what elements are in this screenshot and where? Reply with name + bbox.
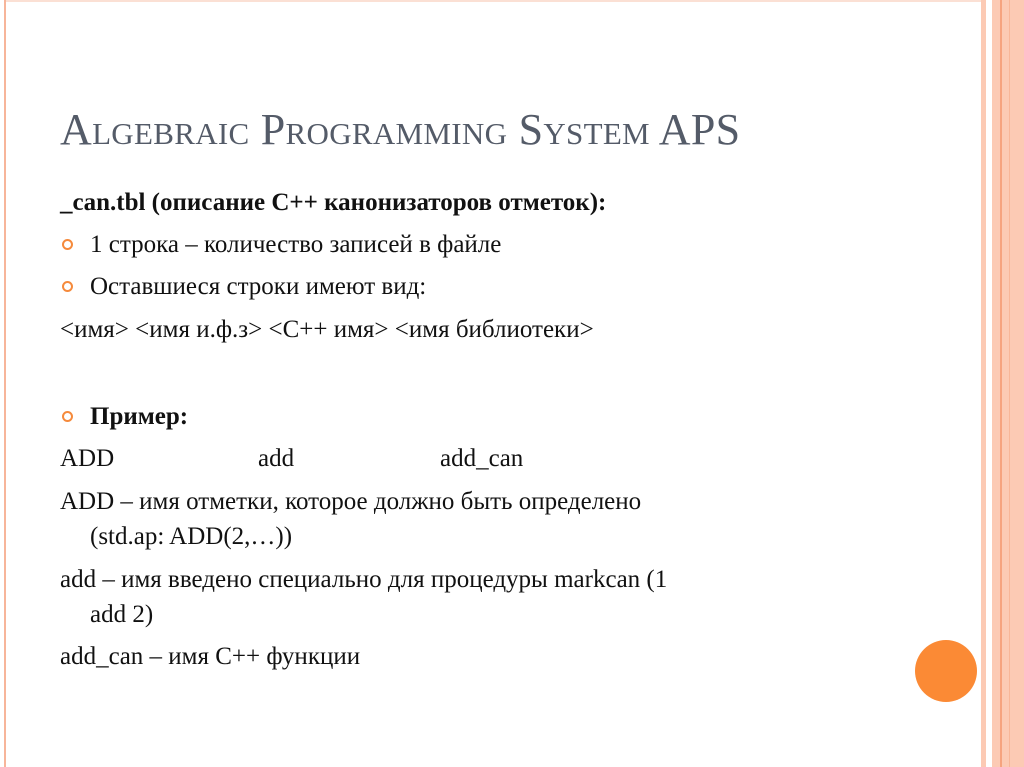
explanation-line: (std.ap: ADD(2,…)) — [90, 523, 293, 550]
heading: _can.tbl (описание C++ канонизаторов отметок): — [60, 189, 607, 216]
example-label: Пример: — [90, 403, 189, 430]
example-col-2: add — [258, 445, 295, 472]
decor-stripe — [981, 0, 986, 767]
example-col-1: ADD — [60, 445, 115, 472]
explanation-line: add – имя введено специально для процедуры markcan (1 — [60, 566, 668, 593]
slide-border-left — [4, 0, 6, 767]
slide-title: Algebraic Programming System APS — [60, 105, 741, 154]
explanation-line: ADD – имя отметки, которое должно быть определено — [60, 488, 642, 515]
example-col-3: add_can — [440, 445, 524, 472]
decor-stripe — [992, 0, 1024, 767]
bullet-item: 1 строка – количество записей в файле — [90, 231, 502, 258]
bullet-item: Оставшиеся строки имеют вид: — [90, 273, 427, 300]
slide-border-top — [4, 0, 984, 2]
explanation-line: add 2) — [90, 601, 154, 628]
decor-stripe — [1009, 0, 1010, 767]
bullet-icon — [62, 239, 73, 250]
bullet-icon — [62, 411, 73, 422]
format-line: <имя> <имя и.ф.з> <C++ имя> <имя библиотеки> — [60, 316, 594, 343]
decor-circle — [915, 640, 977, 702]
decor-stripe — [1000, 0, 1002, 767]
bullet-icon — [62, 281, 73, 292]
explanation-line: add_can – имя C++ функции — [60, 643, 361, 670]
